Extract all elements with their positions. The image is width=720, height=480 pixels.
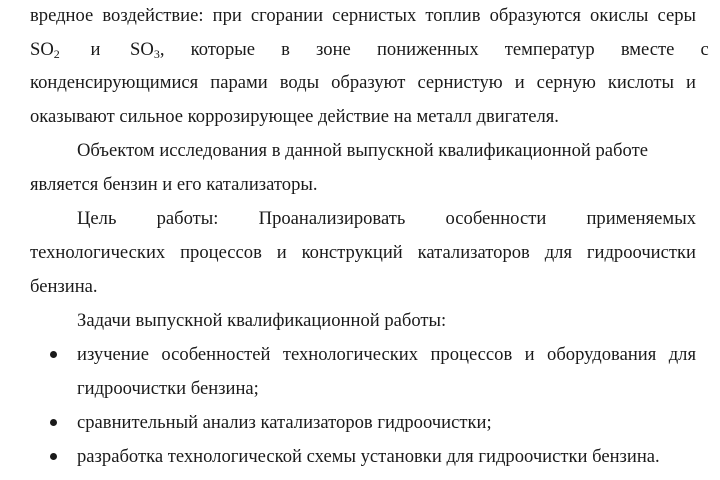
paragraph-line: вредное воздействие: при сгорании сернистых топлив образуются окислы серы: [30, 5, 696, 26]
paragraph-line-formula: [30, 33, 709, 67]
paragraph-line: бензина.: [30, 276, 98, 297]
bullet-icon: [50, 453, 57, 460]
paragraph-line: является бензин и его катализаторы.: [30, 174, 318, 195]
list-item-text: разработка технологической схемы установки для гидроочистки бензина.: [77, 446, 660, 467]
paragraph-line: конденсирующимися парами воды образуют сернистую и серную кислоты и: [30, 72, 696, 93]
chemical-formula-so2: $SO_2$: [30, 39, 60, 61]
list-item-text: гидроочистки бензина;: [77, 378, 259, 399]
list-item-text: сравнительный анализ катализаторов гидроочистки;: [77, 412, 492, 433]
chemical-formula-so3: $SO_3$: [130, 39, 160, 61]
paragraph-line: технологических процессов и конструкций катализаторов для гидроочистки: [30, 242, 696, 263]
list-item-text: изучение особенностей технологических процессов и оборудования для: [77, 344, 696, 365]
paragraph-line: Объектом исследования в данной выпускной квалификационной работе: [77, 140, 648, 161]
paragraph-line: Цель работы: Проанализировать особенности применяемых: [77, 208, 696, 229]
conjunction-text: и: [90, 39, 101, 60]
paragraph-text: , которые в зоне пониженных температур вместе с: [159, 39, 709, 60]
bullet-icon: [50, 351, 57, 358]
bullet-icon: [50, 419, 57, 426]
tasks-heading: Задачи выпускной квалификационной работы:: [77, 310, 447, 331]
paragraph-line: оказывают сильное коррозирующее действие на металл двигателя.: [30, 106, 559, 127]
